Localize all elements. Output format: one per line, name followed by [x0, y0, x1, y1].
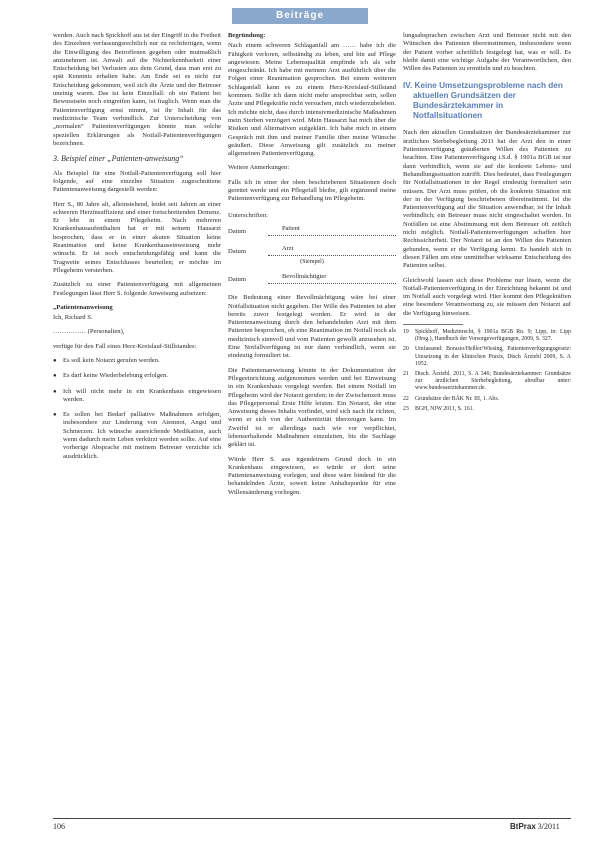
- footnote: [403, 346, 571, 368]
- footer-divider: [53, 818, 571, 819]
- paragraph: Herr S., 80 Jahre alt, alleinstehend, leidet seit Jahren an einer schweren Herzinsuffizienz und einer fortschreitenden Demenz. Er lebt in einem Pflegeheim. Nach mehreren Krankenhausaufenthalten hat er mit seinem Hausarzt besprochen, dass er in einer akuten Situation keine Reanimation und keine Krankenhauseinweisung mehr wünscht. Er ist noch entscheidungsfähig und kann die Tragweite seines Entschlusses beurteilen; er möchte im Pflegeheim versterben.: [53, 200, 221, 274]
- signature-block: [228, 212, 396, 285]
- paragraph: Falls ich in einer der oben beschriebenen Situationen doch gerettet werde und ein Pflegefall bleibe, gilt ergänzend meine Patientenverfügung zur Behandlung im Pflegeheim.: [228, 178, 396, 203]
- paragraph: …………… (Personalien),: [53, 328, 125, 336]
- footnote: [403, 371, 571, 393]
- journal-issue: 3/2011: [537, 822, 560, 831]
- paragraph: Zusätzlich zu einer Patientenverfügung mit allgemeinen Festlegungen lässt Herr S. folgende Anweisung aufsetzen:: [53, 281, 221, 297]
- list-item: ● Ich will nicht mehr in ein Krankenhaus eingewiesen werden.: [53, 388, 221, 405]
- journal-reference: [510, 822, 560, 831]
- signature-date-label: Datum: [228, 275, 246, 283]
- footnote-text: Spickhoff, Medizinrecht, § 1901a BGB Rn. 9; Lipp, in: Lipp (Hrsg.), Handbuch der Vorsorgeverfügungen, 2009, S. 327.: [415, 329, 571, 343]
- list-item: ● Es soll kein Notarzt gerufen werden.: [53, 357, 221, 365]
- directive-list: [53, 357, 221, 461]
- footnote-number: 20: [403, 346, 409, 353]
- footnote-number: 21: [403, 371, 409, 378]
- paragraph: Ich, Richard S.: [53, 314, 93, 322]
- signature-row: [228, 226, 396, 236]
- signature-date-label: Datum: [228, 227, 246, 235]
- signature-line: [268, 246, 396, 256]
- paragraph: Weitere Anmerkungen:: [228, 164, 290, 172]
- section-header-band: [232, 8, 368, 24]
- footnote-text: Dtsch. Ärztebl. 2011, S. A 346; Bundesärztekammer: Grundsätze zur ärztlichen Sterbebegleitung, abrufbar unter: www.bundesaerztekammer.de.: [415, 371, 571, 392]
- paragraph: verfüge für den Fall eines Herz-Kreislauf-Stillstandes:: [53, 342, 197, 350]
- signature-role: Bevollmächtigter: [282, 273, 327, 281]
- journal-name: BtPrax: [510, 822, 536, 831]
- text-column-3: [403, 32, 571, 814]
- paragraph: Gleichwohl lassen sich diese Probleme nur lösen, wenn die Notfall-Patientenverfügung in der Einrichtung bekannt ist und im Notfall auch vorgelegt wird. Hier kommt den Pflegekräften eine besondere Verantwortung zu, sie müssen den Notarzt auf die Verfügung hinweisen.: [403, 276, 571, 317]
- section-heading: IV. Keine Umsetzungsprobleme nach den aktuellen Grundsätzen der Bundesärztekammer in Notfallsituationen: [403, 81, 563, 121]
- footnote-text: Grundsätze der BÄK Nr. III, 1. Abs.: [415, 395, 500, 402]
- reason-label: Begründung:: [228, 32, 266, 39]
- signature-role: Arzt: [282, 244, 294, 252]
- page-number: 106: [53, 822, 65, 831]
- footnote: [403, 329, 571, 343]
- footnote: [403, 396, 571, 403]
- text-column-1: [53, 32, 221, 814]
- signature-title: Unterschriften:: [228, 211, 268, 219]
- footnote-divider: [403, 324, 463, 325]
- text-column-2: [228, 32, 396, 814]
- signature-line: [268, 274, 396, 284]
- paragraph: Würde Herr S. aus irgendeinem Grund doch in ein Krankenhaus eingewiesen, so würde er dort seine Patientenanweisung vorlegen, und diese wäre bindend für die behandelnden Ärzte, soweit keine Anhaltspunkte für eine Willensänderung vorliegen.: [228, 455, 396, 496]
- footnote-text: Umfassend: Borasio/Heßler/Wiesing, Patientenverfügungsgesetz: Umsetzung in der klinischen Praxis, Dtsch Ärztebl 2009, S. A 1952.: [415, 346, 571, 367]
- signature-row: [228, 274, 396, 284]
- paragraph: lungsabsprachen zwischen Arzt und Betreuer nicht mit den Wünschen des Patienten übereinstimmen, insbesondere wenn der Patient vorher schriftlich festgelegt hat, was er will. Es bleibt damit eine wichtige Aufgabe der Verantwortlichen, den Willen des Patienten zu ermitteln und zu beachten.: [403, 32, 571, 73]
- footnote: [403, 406, 571, 413]
- signature-role: Patient: [282, 224, 300, 232]
- paragraph: Als Beispiel für eine Notfall-Patientenverfügung soll hier folgende, auf eine einzelne Situation zugeschnittene Patientenanweisung dargestellt werden:: [53, 169, 221, 194]
- paragraph: Nach einem schweren Schlaganfall am …… habe ich die Fähigkeit verloren, selbständig zu leben, und bin auf Pflege angewiesen. Meine Lebensqualität empfinde ich als sehr eingeschränkt. Ich habe mit meinem Arzt ausführlich über die Folgen einer Reanimation gesprochen. Bei einem weiteren Schlaganfall kann es zu einem Herz-Kreislauf-Stillstand kommen. Sollte ich dann nicht mehr ansprechbar sein, sollen Ärzte und Pflegekräfte nicht versuchen, mich wiederzubeleben. Ich möchte nicht, dass durch intensivmedizinische Maßnahmen mein Sterben verzögert wird. Mein Hausarzt hat mich über die Risiken und Alternativen aufgeklärt. Ich habe mich in einem Gespräch mit ihm und meiner Familie über meine Wünsche geäußert. Diese Anweisung gilt zusätzlich zu meiner allgemeinen Patientenverfügung.: [228, 42, 396, 158]
- paragraph: Nach den aktuellen Grundsätzen der Bundesärztekammer zur ärztlichen Sterbebegleitung 2011 hat der Arzt den in einer Patientenverfügung geäußerten Willen des Patienten zu beachten. Eine Patientenverfügung i.S.d. § 1901a BGB ist nur dann verbindlich, wenn sie auf die konkrete Lebens- und Behandlungssituation zutrifft. Dies bedeutet, dass Festlegungen für Notfallsituationen in der Regel eindeutig formuliert sein müssen. Der Arzt muss prüfen, ob die konkrete Situation mit der in der Verfügung beschriebenen übereinstimmt. Ist die Patientenverfügung auf die Situation anwendbar, ist ihr Inhalt verbindlich; ein Betreuer muss nicht eingeschaltet werden. In Notfällen ist eine Abstimmung mit dem Betreuer oft zeitlich nicht möglich. Notfall-Patientenverfügungen schaffen hier Rechtssicherheit. Der Notarzt ist an den Willen des Patienten gebunden, wenn er die Verfügung kennt. Es handelt sich in diesen Fällen um eine unmittelbar wirksame Entscheidung des Patienten selbst.: [403, 129, 571, 270]
- signature-row: [228, 246, 396, 256]
- paragraph: werden. Auch nach Spickhoff aus ist der Eingriff in die Freiheit des Einzelnen verfassungsrechtlich nur zu rechtfertigen, wenn die Einwilligung des Betroffenen gegeben oder mutmaßlich anzunehmen ist. Anwalt auf die Nichterkennbarkeit einer Entscheidung bei Verlusten aus dem Grund, dass man erst zu spät Kenntnis erhalten habe. Am Ende sei es nicht zur Entscheidung gekommen, weil sich die Ärzte und der Betreuer uneinig waren. Das ist kein Einzelfall: ob ein Patient bei Bewusstsein noch eingreifen kann, ist fraglich. Wenn man die Patientenverfügung ernst nimmt, ist ihr Inhalt für das medizinische Team verbindlich. Zur Unterscheidung von „normalen“ Patientenverfügungen könnte man solche speziellen Erklärungen als Notfall-Patientenverfügungen bezeichnen.: [53, 32, 221, 147]
- list-item: ● Es darf keine Wiederbelebung erfolgen.: [53, 372, 221, 380]
- signature-note: (Stempel): [300, 258, 324, 265]
- footnotes: [403, 329, 571, 413]
- footnote-number: 23: [403, 405, 409, 412]
- paragraph: Die Patientenanweisung könnte in der Dokumentation der Pflegeeinrichtung aufgenommen werden und bei Einweisung in ein Krankenhaus vorgelegt werden. Bei einem Notfall im Pflegeheim wird der Notarzt gerufen; in der Zwischenzeit muss das Pflegepersonal Erste Hilfe leisten. Ein Notarzt, der eine Anweisung dieses Inhalts vorfindet, wird sich nach ihr richten, wenn er sich von der Authentizität überzeugen kann. Im Zweifel ist er allerdings nach wie vor verpflichtet, lebenserhaltende Maßnahmen einzuleiten, bis die Sachlage geklärt ist.: [228, 366, 396, 449]
- paragraph: Die Bedeutung einer Bevollmächtigung wäre bei einer Notfallsituation nicht gegeben. Der Wille des Patienten ist aber bereits zuvor festgelegt worden. Er wird in der Patientenanweisung durch den behandelnden Arzt mit dem Patienten besprochen, ob eine Reanimation im Notfall noch als medizinisch sinnvoll und vom Patienten gewollt anzusehen ist. Eine Notfallverfügung ist nur dann verbindlich, wenn sie eindeutig formuliert ist.: [228, 294, 396, 360]
- footnote-number: 19: [403, 329, 409, 336]
- list-item: ● Es sollen bei Bedarf palliative Maßnahmen erfolgen, insbesondere zur Linderung von Atemnot, Angst und Schmerzen. Ich wünsche ausreichende Medikation, auch wenn dadurch mein Leben verkürzt werden sollte. Auf eine vorherige Absprache mit meinem Betreuer verzichte ich ausdrücklich.: [53, 411, 221, 461]
- directive-title: „Patientenanweisung: [53, 303, 113, 311]
- footnote-text: BGH, NJW 2011, S. 161.: [415, 405, 474, 412]
- footnote-number: 22: [403, 395, 409, 402]
- subheading: 3. Beispiel einer „Patienten-anweisung“: [53, 154, 184, 164]
- section-label: Beiträge: [275, 10, 324, 21]
- signature-date-label: Datum: [228, 247, 246, 255]
- signature-line: [268, 226, 396, 236]
